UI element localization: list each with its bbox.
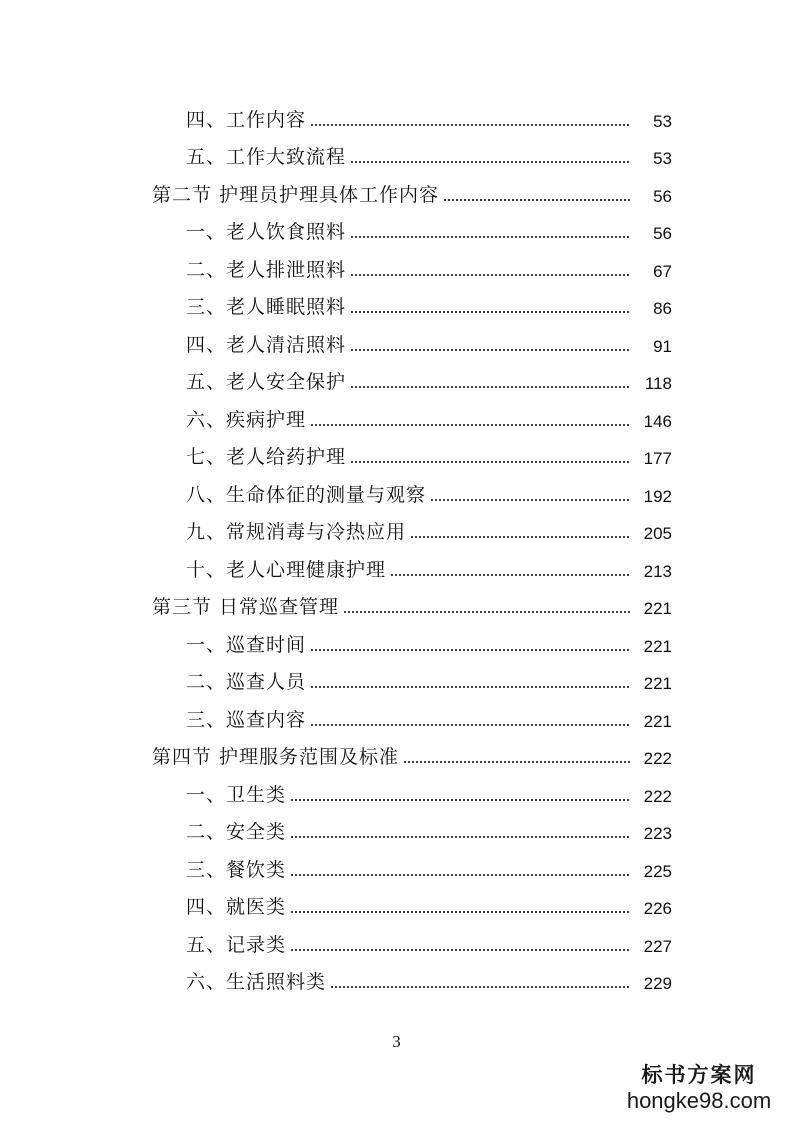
toc-entry-title: 二、安全类 (186, 821, 287, 843)
toc-subsection-entry[interactable] (0, 288, 793, 326)
toc-entry-title: 四、就医类 (186, 896, 287, 918)
toc-subsection-entry[interactable] (0, 813, 793, 851)
toc-page-number: 53 (653, 149, 672, 168)
toc-entry-title: 十、老人心理健康护理 (186, 558, 387, 581)
toc-entry-title: 第三节 日常巡查管理 (152, 596, 340, 618)
toc-page-number: 222 (643, 786, 672, 806)
toc-dot-leader (310, 685, 630, 689)
toc-subsection-entry[interactable] (0, 625, 793, 663)
toc-dot-leader (290, 910, 630, 914)
toc-page-number: 67 (653, 261, 672, 281)
toc-subsection-entry[interactable] (0, 400, 793, 438)
toc-page-number: 192 (643, 486, 672, 506)
toc-page-number: 53 (653, 111, 672, 131)
toc-dot-leader (390, 573, 630, 577)
toc-dot-leader (350, 348, 630, 352)
toc-page-number: 221 (643, 636, 672, 656)
toc-subsection-entry[interactable] (0, 325, 793, 363)
toc-dot-leader (350, 235, 630, 239)
toc-entry-title: 六、疾病护理 (186, 408, 307, 431)
toc-dot-leader (410, 535, 630, 539)
toc-subsection-entry[interactable] (0, 475, 793, 513)
toc-dot-leader (350, 385, 630, 389)
toc-entry-title: 五、老人安全保护 (186, 371, 347, 393)
toc-entry-title: 一、巡查时间 (186, 633, 307, 656)
toc-entry-title: 五、工作大致流程 (186, 146, 347, 168)
toc-entry-title: 三、老人睡眠照料 (186, 296, 347, 318)
toc-subsection-entry[interactable] (0, 138, 793, 176)
toc-dot-leader (330, 985, 630, 989)
toc-subsection-entry[interactable] (0, 925, 793, 963)
toc-subsection-entry[interactable] (0, 438, 793, 476)
toc-page-number: 229 (643, 974, 672, 993)
toc-page-number: 227 (643, 936, 672, 956)
toc-entry-title: 八、生命体征的测量与观察 (186, 483, 427, 506)
toc-subsection-entry[interactable] (0, 250, 793, 288)
toc-page-number: 221 (643, 674, 672, 693)
toc-dot-leader (350, 273, 630, 277)
toc-dot-leader (310, 723, 630, 727)
toc-page-number: 225 (643, 861, 672, 881)
toc-entry-title: 一、老人饮食照料 (186, 221, 347, 243)
toc-page-number: 56 (653, 224, 672, 243)
toc-dot-leader (343, 610, 630, 614)
toc-subsection-entry[interactable] (0, 700, 793, 738)
toc-subsection-entry[interactable] (0, 850, 793, 888)
toc-entry-title: 三、餐饮类 (186, 858, 287, 881)
toc-entry-title: 二、老人排泄照料 (186, 258, 347, 281)
toc-subsection-entry[interactable] (0, 513, 793, 551)
toc-subsection-entry[interactable] (0, 363, 793, 401)
toc-subsection-entry[interactable] (0, 100, 793, 138)
toc-entry-title: 七、老人给药护理 (186, 446, 347, 468)
toc-dot-leader (430, 498, 630, 502)
toc-subsection-entry[interactable] (0, 213, 793, 251)
watermark-url: hongke98.com (626, 1088, 772, 1113)
toc-entry-title: 第二节 护理员护理具体工作内容 (152, 183, 440, 206)
toc-entry-title: 第四节 护理服务范围及标准 (152, 746, 400, 768)
watermark (619, 1062, 779, 1114)
toc-dot-leader (350, 160, 630, 164)
toc-page-number: 205 (643, 524, 672, 543)
toc-entry-title: 九、常规消毒与冷热应用 (186, 521, 407, 543)
toc-section-entry[interactable] (0, 175, 793, 213)
toc-subsection-entry[interactable] (0, 888, 793, 926)
toc-entry-title: 四、工作内容 (186, 108, 307, 131)
toc-entry-title: 四、老人清洁照料 (186, 333, 347, 356)
toc-subsection-entry[interactable] (0, 775, 793, 813)
toc-entry-title: 三、巡查内容 (186, 708, 307, 731)
page-number: 3 (392, 1032, 401, 1051)
toc-entry-title: 六、生活照料类 (186, 971, 327, 993)
toc-entry-title: 二、巡查人员 (186, 671, 307, 693)
toc-page-number: 221 (643, 599, 672, 618)
toc-subsection-entry[interactable] (0, 663, 793, 701)
toc-page-number: 56 (653, 186, 672, 206)
toc-page-number: 213 (643, 561, 672, 581)
toc-subsection-entry[interactable] (0, 963, 793, 1001)
toc-dot-leader (443, 198, 630, 202)
toc-dot-leader (290, 948, 630, 952)
toc-dot-leader (290, 835, 630, 839)
toc-page-number: 86 (653, 299, 672, 318)
toc-subsection-entry[interactable] (0, 550, 793, 588)
toc-dot-leader (310, 123, 630, 127)
toc-section-entry[interactable] (0, 738, 793, 776)
toc-entry-title: 一、卫生类 (186, 783, 287, 806)
toc-section-entry[interactable] (0, 588, 793, 626)
toc-page-number: 223 (643, 824, 672, 843)
toc-page-number: 221 (643, 711, 672, 731)
toc-dot-leader (350, 460, 630, 464)
toc-dot-leader (290, 798, 630, 802)
toc-dot-leader (310, 648, 630, 652)
watermark-title: 标书方案网 (641, 1062, 757, 1087)
table-of-contents (0, 100, 793, 1000)
toc-entry-title: 五、记录类 (186, 933, 287, 956)
toc-page-number: 222 (643, 749, 672, 768)
toc-page-number: 118 (644, 374, 672, 393)
toc-dot-leader (403, 760, 630, 764)
toc-dot-leader (350, 310, 630, 314)
toc-page-number: 91 (653, 336, 672, 356)
toc-dot-leader (290, 873, 630, 877)
toc-page-number: 226 (643, 899, 672, 918)
toc-page-number: 177 (643, 449, 672, 468)
toc-page-number: 146 (643, 411, 672, 431)
toc-dot-leader (310, 423, 630, 427)
